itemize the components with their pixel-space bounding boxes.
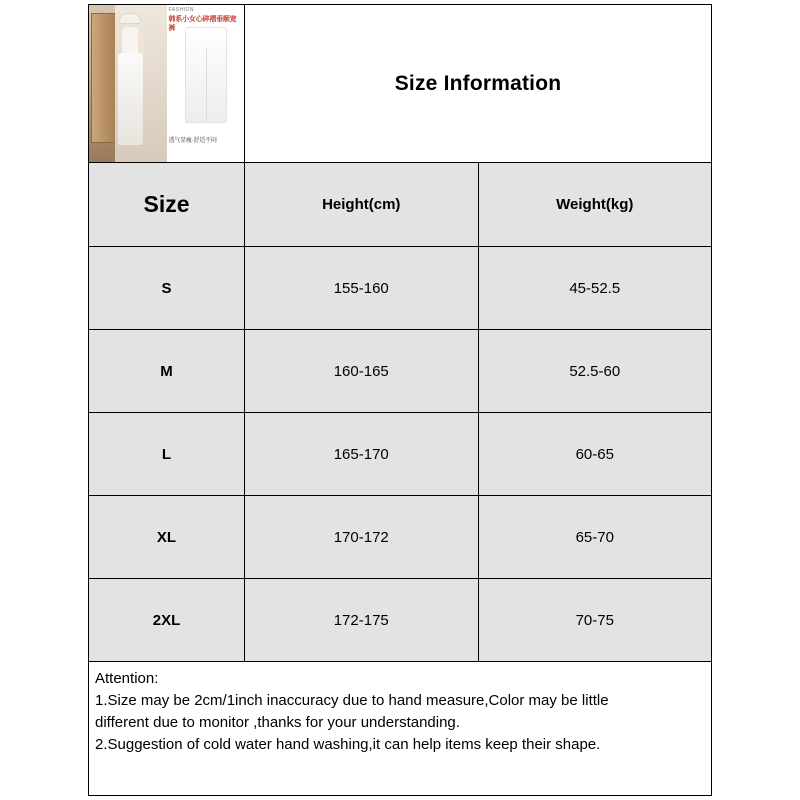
product-flatlay-photo <box>167 5 245 162</box>
column-header-weight: Weight(kg) <box>556 196 634 213</box>
attention-line-2: different due to monitor ,thanks for your understanding. <box>95 714 460 731</box>
table-row <box>89 247 711 330</box>
column-header-size: Size <box>89 163 245 246</box>
cell-weight: 45-52.5 <box>569 279 621 297</box>
title-cell <box>245 5 711 162</box>
cell-height: 160-165 <box>245 330 479 412</box>
column-header-height: Height(cm) <box>245 163 479 246</box>
table-row <box>89 330 711 413</box>
attention-line-1: 1.Size may be 2cm/1inch inaccuracy due to hand measure,Color may be little <box>95 692 609 709</box>
table-row <box>89 496 711 579</box>
table-row <box>89 579 711 662</box>
cell-size: 2XL <box>89 579 245 661</box>
cell-height: 165-170 <box>245 413 479 495</box>
table-header-row <box>89 163 711 247</box>
page-title: Size Information <box>394 71 562 95</box>
background-door <box>91 13 117 143</box>
cell-size: S <box>89 247 245 329</box>
attention-line-3: 2.Suggestion of cold water hand washing,it can help items keep their shape. <box>95 736 601 753</box>
model-hat <box>119 13 141 24</box>
cell-weight: 70-75 <box>575 611 614 629</box>
cell-weight: 65-70 <box>575 528 614 546</box>
cell-height: 172-175 <box>245 579 479 661</box>
model-photo <box>89 5 167 162</box>
header-row <box>89 5 711 163</box>
cell-weight: 60-65 <box>575 445 614 463</box>
pants-flatlay-icon <box>185 27 227 123</box>
product-headline-cn: 韩系小女心碎褶垂顺宽裤 <box>168 16 237 32</box>
cell-size: L <box>89 413 245 495</box>
product-photo <box>89 5 245 162</box>
cell-size: M <box>89 330 245 412</box>
cell-size: XL <box>89 496 245 578</box>
size-chart-sheet <box>88 4 712 796</box>
brand-label: FASHION <box>168 7 194 13</box>
attention-heading: Attention: <box>95 670 159 687</box>
cell-height: 155-160 <box>245 247 479 329</box>
table-row <box>89 413 711 496</box>
cell-weight: 52.5-60 <box>569 362 621 380</box>
model-pants <box>118 53 143 145</box>
cell-height: 170-172 <box>245 496 479 578</box>
product-subtext-cn: 透气显瘦·舒适不闷 <box>168 138 217 144</box>
size-table <box>89 163 711 662</box>
attention-section <box>89 662 711 795</box>
model-top <box>122 27 139 55</box>
